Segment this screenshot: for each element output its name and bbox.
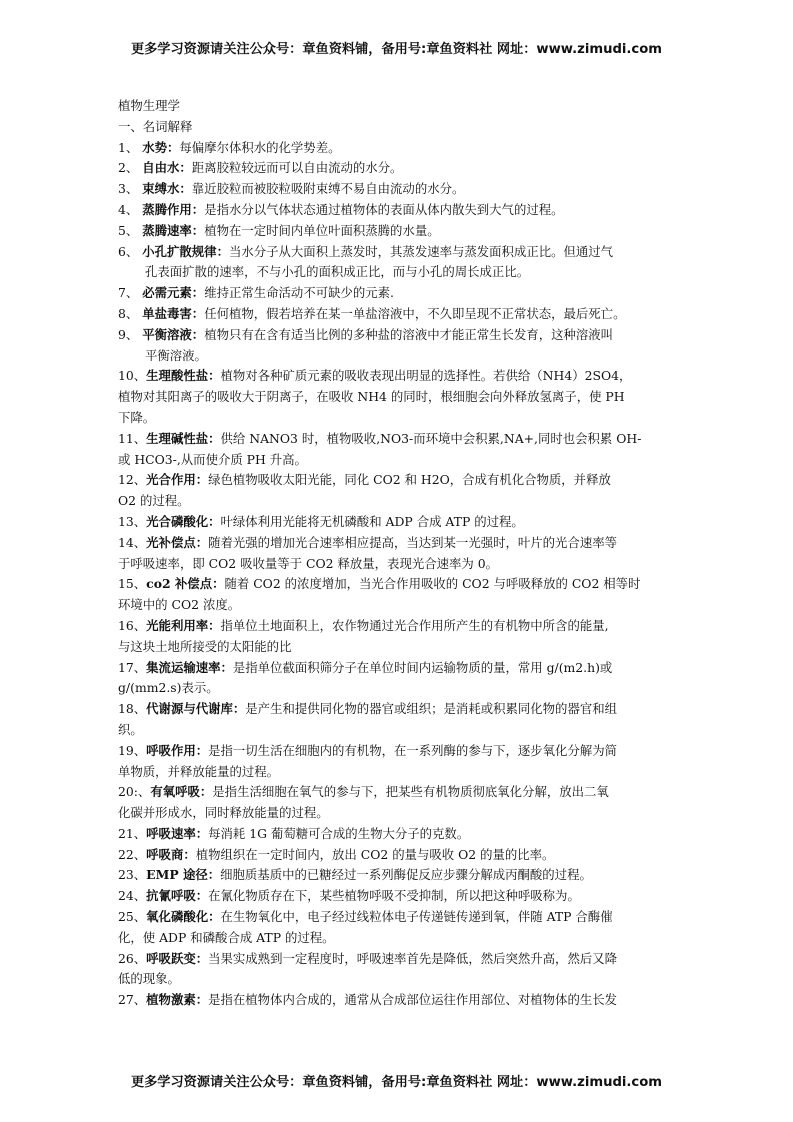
definition-line [118, 782, 678, 803]
definition-item [118, 470, 678, 512]
item-text: 植物对其阳离子的吸收大于阴离子，在吸收 NH4 的同时，根细胞会向外释放氢离子，使 PH [118, 389, 625, 405]
definition-line [118, 803, 678, 824]
definition-item [118, 366, 678, 428]
item-separator: ： [195, 825, 209, 841]
footer-banner: 更多学习资源请关注公众号：章鱼资料铺，备用号:章鱼资料社 网址：www.zimudi.com [130, 1075, 663, 1090]
section-heading: 一、名词解释 [118, 118, 193, 134]
definition-item [118, 699, 678, 741]
definition-line [118, 845, 678, 866]
item-text: 是指单位截面积筛分子在单位时间内运输物质的量，常用 g/(m2.h)或 [232, 659, 613, 675]
item-number: 16、 [118, 617, 147, 633]
item-separator: ： [183, 846, 196, 862]
definition-line [118, 865, 678, 886]
definition-line [118, 762, 678, 783]
item-separator: ： [208, 909, 221, 925]
definition-line [118, 699, 678, 720]
definition-line [118, 658, 678, 679]
definition-item [118, 658, 678, 700]
document-body [118, 96, 678, 1011]
definition-line [118, 616, 678, 637]
item-term: 光合磷酸化 [146, 513, 209, 529]
definition-line [118, 387, 678, 408]
definition-item [118, 158, 678, 179]
definition-item [118, 512, 678, 533]
definition-line [118, 408, 678, 429]
definition-line [118, 637, 678, 658]
item-text: 下降。 [118, 409, 156, 425]
definition-line [118, 283, 678, 304]
definition-item [118, 907, 678, 949]
item-separator: ： [208, 617, 221, 633]
item-separator: ： [195, 742, 209, 758]
item-text: 是指水分以气体状态通过植物体的表面从体内散失到大气的过程。 [204, 201, 564, 217]
item-text: 维持正常生命活动不可缺少的元素. [204, 285, 394, 301]
definition-list-hanging [118, 138, 678, 367]
item-text: 在生物氧化中，电子经过线粒体电子传递链传递到氧，伴随 ATP 合酶催 [220, 909, 613, 925]
item-number: 7、 [118, 285, 139, 301]
definition-line [118, 720, 678, 741]
item-separator: ： [167, 139, 180, 155]
definition-line [118, 138, 678, 159]
item-text: 当水分子从大面积上蒸发时，其蒸发速率与蒸发面积成正比。但通过气 [228, 243, 614, 259]
item-term: 呼吸跃变 [146, 950, 196, 966]
item-separator: ： [195, 472, 209, 488]
item-separator: ： [179, 181, 192, 197]
definition-item [118, 886, 678, 907]
item-number: 13、 [118, 513, 147, 529]
item-text: 化，使 ADP 和磷酸合成 ATP 的过程。 [118, 929, 335, 945]
item-term: 自由水 [142, 160, 180, 176]
item-text: 是指在植物体内合成的，通常从合成部位运往作用部位、对植物体的生长发 [208, 992, 618, 1008]
definition-line [118, 595, 678, 616]
definition-item [118, 242, 678, 284]
definition-line [118, 366, 678, 387]
definition-item [118, 221, 678, 242]
item-term: 生理酸性盐 [146, 368, 209, 384]
item-number: 21、 [118, 825, 147, 841]
item-text: 供给 NANO3 时，植物吸收,NO3-而环境中会积累,NA+,同时也会积累 OH- [220, 430, 642, 446]
definition-line [118, 886, 678, 907]
definition-line [118, 429, 678, 450]
definition-item [118, 990, 678, 1011]
definition-line [118, 554, 678, 575]
item-number: 20:、 [118, 784, 151, 800]
definition-item [118, 782, 678, 824]
item-text: 化碳并形成水，同时释放能量的过程。 [118, 805, 329, 821]
definition-item [118, 200, 678, 221]
item-text: g/(mm2.s)表示。 [118, 680, 219, 696]
item-term: 光合作用 [146, 472, 196, 488]
definition-line [118, 824, 678, 845]
item-number: 27、 [118, 992, 147, 1008]
item-text: 随着光强的增加光合速率相应提高，当达到某一光强时，叶片的光合速率等 [208, 534, 618, 550]
item-text: 是指生活细胞在氧气的参与下，把某些有机物质彻底氧化分解，放出二氧 [212, 784, 609, 800]
item-text: 是指一切生活在细胞内的有机物，在一系列酶的参与下，逐步氧化分解为简 [208, 742, 618, 758]
definition-item [118, 283, 678, 304]
item-text: 细胞质基质中的已糖经过一系列酶促反应步骤分解成丙酮酸的过程。 [220, 867, 592, 883]
definition-item [118, 179, 678, 200]
definition-item [118, 533, 678, 575]
item-text: 每偏摩尔体积水的化学势差。 [179, 139, 341, 155]
item-text: 环境中的 CO2 浓度。 [118, 597, 241, 613]
item-separator: ： [195, 992, 209, 1008]
item-continuation: 孔表面扩散的速率，不与小孔的面积成正比，而与小孔的周长成正比。 [145, 264, 530, 280]
item-term: 束缚水 [142, 181, 180, 197]
item-text: 与这块土地所接受的太阳能的比 [118, 638, 292, 654]
item-term: 必需元素 [142, 285, 192, 301]
item-separator: ： [208, 368, 221, 384]
item-number: 12、 [118, 472, 147, 488]
item-number: 26、 [118, 950, 147, 966]
item-text: 随着 CO2 的浓度增加，当光合作用吸收的 CO2 与呼吸释放的 CO2 相等时 [224, 576, 641, 592]
item-separator: ： [191, 222, 205, 238]
definition-line [118, 533, 678, 554]
item-text: 靠近胶粒而被胶粒吸附束缚不易自由流动的水分。 [191, 181, 465, 197]
item-term: 光能利用率 [146, 617, 209, 633]
item-number: 25、 [118, 909, 147, 925]
item-term: 集流运输速率 [146, 659, 221, 675]
item-text: 或 HCO3-,从而使介质 PH 升高。 [118, 451, 307, 467]
item-term: 呼吸商 [146, 846, 184, 862]
definition-line [118, 949, 678, 970]
item-separator: ： [191, 285, 205, 301]
item-term: 蒸腾速率 [142, 222, 192, 238]
definition-item [118, 741, 678, 783]
item-text: 是产生和提供同化物的器官或组织；是消耗或积累同化物的器官和组 [245, 701, 618, 717]
item-term: 呼吸速率 [146, 825, 196, 841]
item-continuation: 平衡溶液。 [145, 347, 207, 363]
item-number: 22、 [118, 846, 147, 862]
item-text: 植物在一定时间内单位叶面积蒸腾的水量。 [204, 222, 440, 238]
item-number: 17、 [118, 659, 147, 675]
item-separator: ： [191, 305, 205, 321]
definition-line [118, 200, 678, 221]
item-number: 14、 [118, 534, 147, 550]
definition-line [118, 179, 678, 200]
definition-item [118, 325, 678, 367]
item-text: 植物组织在一定时间内，放出 CO2 的量与吸收 O2 的量的比率。 [195, 846, 555, 862]
definition-item [118, 845, 678, 866]
item-number: 3、 [118, 181, 139, 197]
definition-line [118, 221, 678, 242]
definition-item [118, 138, 678, 159]
item-separator: ： [208, 430, 221, 446]
item-number: 1、 [118, 139, 139, 155]
item-term: 呼吸作用 [146, 742, 196, 758]
document-title: 植物生理学 [118, 98, 180, 113]
item-number: 10、 [118, 368, 147, 384]
item-text: 距离胶粒较远而可以自由流动的水分。 [191, 160, 403, 176]
definition-item [118, 574, 678, 616]
item-separator: ： [191, 326, 205, 342]
item-term: 生理碱性盐 [146, 430, 209, 446]
item-number: 9、 [118, 326, 139, 342]
definition-line [118, 242, 678, 263]
item-separator: ： [195, 888, 209, 904]
definition-line [118, 491, 678, 512]
item-number: 24、 [118, 888, 147, 904]
definition-line [118, 990, 678, 1011]
item-term: EMP 途径 [146, 867, 208, 883]
definition-item [118, 429, 678, 471]
item-separator: ： [179, 160, 192, 176]
item-term: 蒸腾作用 [142, 201, 192, 217]
item-number: 19、 [118, 742, 147, 758]
item-text: 在氰化物质存在下，某些植物呼吸不受抑制，所以把这种呼吸称为。 [208, 888, 580, 904]
item-text: 叶绿体利用光能将无机磷酸和 ADP 合成 ATP 的过程。 [220, 513, 524, 529]
definition-line [118, 470, 678, 491]
definition-item [118, 949, 678, 991]
item-text: 任何植物，假若培养在某一单盐溶液中，不久即呈现不正常状态，最后死亡。 [204, 305, 626, 321]
definition-item [118, 865, 678, 886]
item-text: 绿色植物吸收太阳光能，同化 CO2 和 H2O，合成有机化合物质，并释放 [208, 472, 611, 488]
item-term: 单盐毒害 [142, 305, 192, 321]
definition-item [118, 616, 678, 658]
item-separator: ： [216, 243, 229, 259]
item-term: 植物激素 [146, 992, 196, 1008]
definition-item [118, 824, 678, 845]
item-term: 氧化磷酸化 [146, 909, 209, 925]
item-term: 光补偿点 [146, 534, 196, 550]
item-separator: ： [212, 576, 225, 592]
definition-line [118, 969, 678, 990]
item-text: 指单位土地面积上，农作物通过光合作用所产生的有机物中所含的能量, [220, 617, 609, 633]
item-term: 平衡溶液 [142, 326, 192, 342]
item-text: O2 的过程。 [118, 493, 190, 509]
definition-list-flow [118, 366, 678, 1011]
item-number: 5、 [118, 222, 139, 238]
item-text: 植物对各种矿质元素的吸收表现出明显的选择性。若供给（NH4）2SO4， [220, 368, 632, 384]
item-number: 15、 [118, 576, 147, 592]
item-number: 18、 [118, 701, 147, 717]
definition-line [118, 574, 678, 595]
item-separator: ： [191, 201, 205, 217]
item-number: 23、 [118, 867, 147, 883]
item-separator: ： [195, 534, 209, 550]
definition-line [118, 907, 678, 928]
definition-line [118, 158, 678, 179]
item-term: 有氧呼吸 [150, 784, 200, 800]
item-separator: ： [195, 950, 209, 966]
item-separator: ： [207, 867, 221, 883]
item-text: 植物只有在含有适当比例的多种盐的溶液中才能正常生长发育，这种溶液叫 [204, 326, 614, 342]
item-number: 2、 [118, 160, 139, 176]
item-separator: ： [208, 513, 221, 529]
definition-line [118, 741, 678, 762]
definition-item [118, 304, 678, 325]
definition-line [118, 325, 678, 346]
item-term: co2 补偿点 [146, 576, 213, 592]
definition-line [118, 928, 678, 949]
item-separator: ： [220, 659, 233, 675]
item-separator: ： [199, 784, 213, 800]
item-number: 6、 [118, 243, 139, 259]
item-number: 8、 [118, 305, 139, 321]
item-term: 代谢源与代谢库 [146, 701, 233, 717]
item-text: 当果实成熟到一定程度时，呼吸速率首先是降低，然后突然升高，然后又降 [208, 950, 618, 966]
definition-line [118, 512, 678, 533]
definition-line [118, 450, 678, 471]
item-separator: ： [232, 701, 246, 717]
item-term: 小孔扩散规律 [142, 243, 217, 259]
definition-line [118, 304, 678, 325]
item-number: 11、 [118, 430, 147, 446]
item-term: 水势 [142, 139, 168, 155]
definition-line [118, 678, 678, 699]
item-text: 于呼吸速率，即 CO2 吸收量等于 CO2 释放量，表现光合速率为 0。 [118, 555, 498, 571]
item-number: 4、 [118, 201, 139, 217]
item-text: 每消耗 1G 葡萄糖可合成的生物大分子的克数。 [208, 825, 470, 841]
item-text: 单物质，并释放能量的过程。 [118, 763, 280, 779]
item-text: 织。 [118, 721, 143, 737]
header-banner: 更多学习资源请关注公众号：章鱼资料铺，备用号:章鱼资料社 网址：www.zimudi.com [130, 42, 663, 57]
item-text: 低的现象。 [118, 971, 180, 987]
item-term: 抗氰呼吸 [146, 888, 196, 904]
